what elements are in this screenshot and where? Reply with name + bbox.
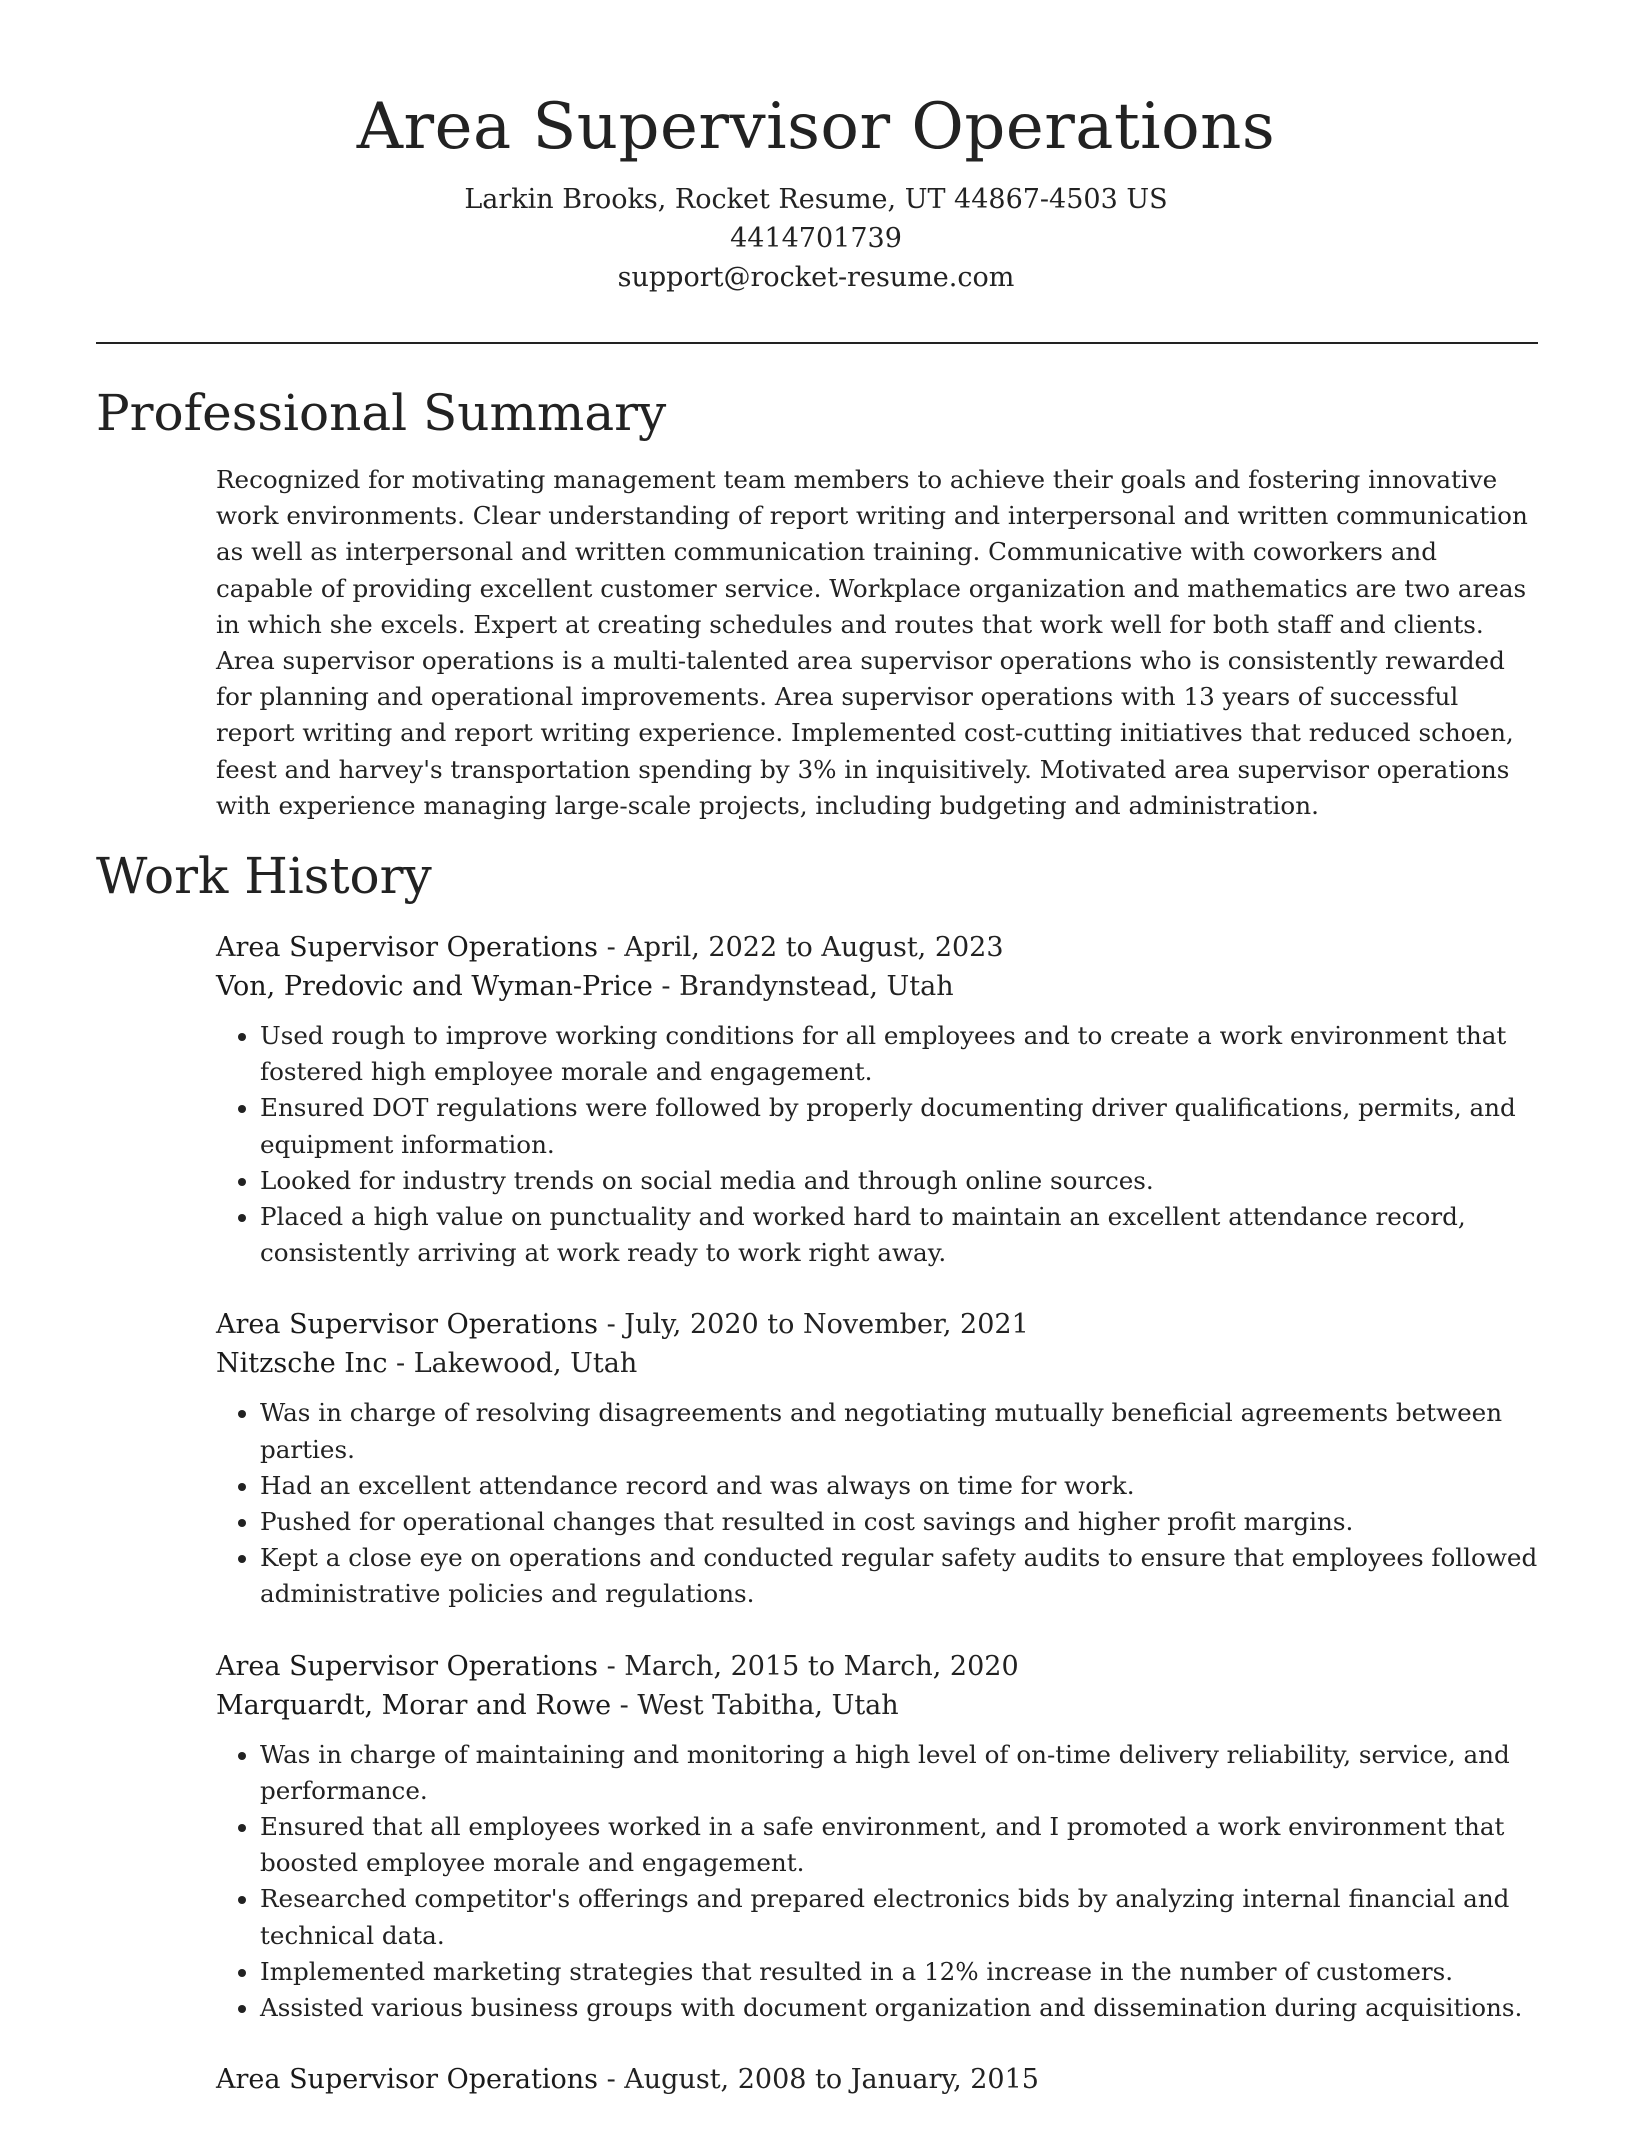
- job-dates: - August, 2008 to January, 2015: [598, 2064, 1039, 2096]
- job-location: - West Tabitha, Utah: [611, 1689, 899, 1721]
- job-bullet: • Was in charge of resolving disagreements and negotiating mutually beneficial agreements between parties.: [260, 1395, 1541, 1467]
- job-dates: - July, 2020 to November, 2021: [598, 1309, 1029, 1341]
- job-bullet: • Researched competitor's offerings and prepared electronics bids by analyzing internal financial and technical data.: [260, 1881, 1541, 1953]
- job-title-line: [216, 1647, 1541, 1686]
- job-dates: - April, 2022 to August, 2023: [598, 932, 1004, 963]
- job-title-line: [216, 2060, 1541, 2099]
- contact-email: support@rocket-resume.com: [617, 262, 1015, 293]
- job-role: Area Supervisor Operations: [216, 1650, 598, 1682]
- job-bullet: • Pushed for operational changes that resulted in cost savings and higher profit margins.: [260, 1504, 1541, 1540]
- job-bullet: • Ensured DOT regulations were followed by properly documenting driver qualifications, permits, and equipment information.: [260, 1090, 1541, 1162]
- job-bullet: • Used rough to improve working conditions for all employees and to create a work environment that fostered high employee morale and engagement.: [260, 1018, 1541, 1090]
- job-bullets: [216, 1395, 1541, 1612]
- job-bullets: [216, 1737, 1541, 2027]
- job-company: Von, Predovic and Wyman-Price: [216, 971, 653, 1002]
- contact-address: Larkin Brooks, Rocket Resume, UT 44867-4503 US: [464, 184, 1168, 215]
- contact-block: [0, 180, 1632, 297]
- job-title-line: [216, 1305, 1541, 1344]
- job-company: Nitzsche Inc: [216, 1348, 388, 1380]
- job-bullets: [216, 1018, 1541, 1271]
- work-history-list: [216, 928, 1541, 2133]
- job-bullet: • Placed a high value on punctuality and worked hard to maintain an excellent attendance record, consistently arriving at work ready to work right away.: [260, 1199, 1541, 1271]
- job-bullet: • Was in charge of maintaining and monitoring a high level of on-time delivery reliability, service, and performance.: [260, 1737, 1541, 1809]
- section-title-work-history: Work History: [96, 847, 432, 905]
- job-bullet: • Assisted various business groups with document organization and dissemination during acquisitions.: [260, 1990, 1541, 2026]
- job-bullet: • Implemented marketing strategies that resulted in a 12% increase in the number of customers.: [260, 1954, 1541, 1990]
- contact-phone: 4414701739: [730, 223, 902, 254]
- candidate-title: Area Supervisor Operations: [356, 90, 1276, 164]
- job-entry: [216, 1647, 1541, 2027]
- job-company: Marquardt, Morar and Rowe: [216, 1689, 612, 1721]
- section-title-summary: Professional Summary: [96, 384, 667, 442]
- job-company-line: [216, 1686, 1541, 1725]
- job-company-line: [216, 1344, 1541, 1383]
- job-company-line: [216, 967, 1541, 1006]
- job-role: Area Supervisor Operations: [216, 1309, 598, 1341]
- job-bullet: • Had an excellent attendance record and was always on time for work.: [260, 1468, 1541, 1504]
- job-role: Area Supervisor Operations: [216, 932, 598, 963]
- job-title-line: [216, 928, 1541, 967]
- job-location: - Lakewood, Utah: [387, 1348, 638, 1380]
- job-dates: - March, 2015 to March, 2020: [598, 1650, 1019, 1682]
- job-entry: [216, 928, 1541, 1271]
- job-bullet: • Kept a close eye on operations and conducted regular safety audits to ensure that employees followed administrative policies and regulations.: [260, 1540, 1541, 1612]
- job-bullet: • Looked for industry trends on social media and through online sources.: [260, 1163, 1541, 1199]
- job-entry: [216, 2060, 1541, 2099]
- job-role: Area Supervisor Operations: [216, 2064, 598, 2096]
- job-bullet: • Ensured that all employees worked in a safe environment, and I promoted a work environment that boosted employee morale and engagement.: [260, 1809, 1541, 1881]
- job-entry: [216, 1305, 1541, 1612]
- resume-header: [0, 0, 1632, 297]
- header-divider: [96, 342, 1538, 344]
- job-location: - Brandynstead, Utah: [652, 971, 954, 1002]
- summary-text: Recognized for motivating management team members to achieve their goals and fostering innovative work environments. Clear understanding of report writing and interpersonal and written communication as well as interpersonal and written communication training. Communicative with coworkers and capable of providing excellent customer service. Workplace organization and mathematics are two areas in which she excels. Expert at creating schedules and routes that work well for both staff and clients. Area supervisor operations is a multi-talented area supervisor operations who is consistently rewarded for planning and operational improvements. Area supervisor operations with 13 years of successful report writing and report writing experience. Implemented cost-cutting initiatives that reduced schoen, feest and harvey's transportation spending by 3% in inquisitively. Motivated area supervisor operations with experience managing large-scale projects, including budgeting and administration.: [216, 465, 1528, 820]
